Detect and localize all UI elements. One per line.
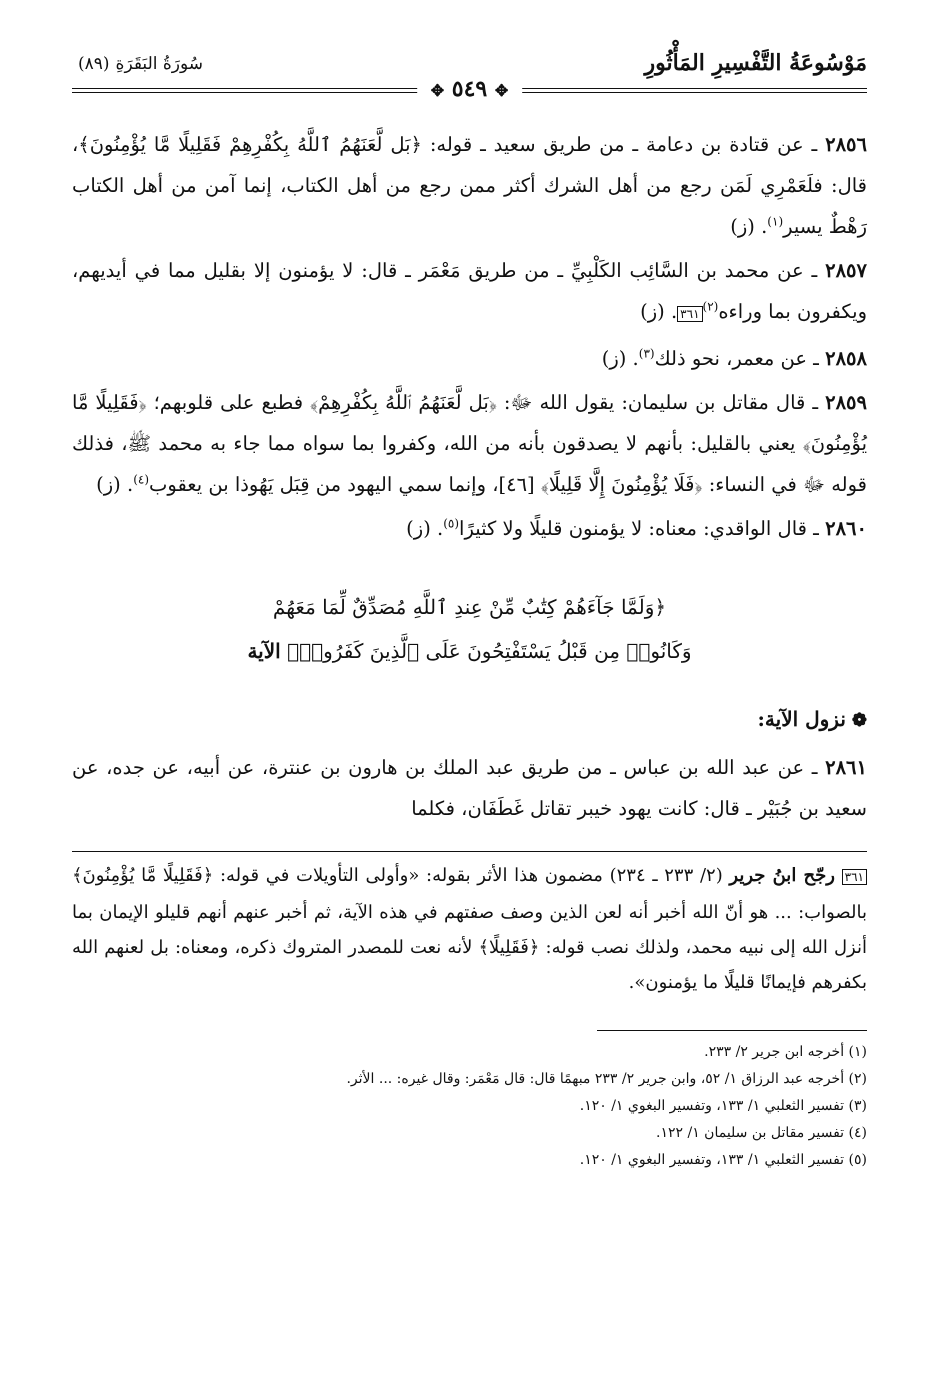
narration-number: ٢٨٥٨: [825, 347, 867, 370]
section-heading: [72, 699, 867, 741]
footnote: (٢) أخرجه عبد الرزاق ١/ ٥٢، وابن جرير ٢/ ٢٣٣ مبهمًا قال: قال مَعْمَر: وقال غيره: ... الأثر.: [346, 1071, 867, 1087]
narration-entry: [72, 382, 867, 505]
commentary-ref-box: ٣٦١: [677, 306, 702, 322]
narration-number: ٢٨٦٠: [825, 517, 867, 540]
narration-number: ٢٨٦١: [825, 756, 867, 779]
verse-reference: (٨٩): [78, 54, 110, 74]
footnote: (١) أخرجه ابن جرير ٢/ ٢٣٣.: [704, 1044, 867, 1060]
narration-entry: [72, 338, 867, 379]
narration-entry: [72, 124, 867, 247]
quran-verse: [72, 585, 867, 673]
surah-name: سُورَةُ البَقَرَةِ: [115, 54, 204, 74]
narration-entry: [72, 508, 867, 549]
footnote: (٥) تفسير الثعلبي ١/ ١٣٣، وتفسير البغوي ١/ ١٢٠.: [579, 1152, 867, 1168]
narration-number: ٢٨٥٦: [825, 133, 868, 156]
commentary-divider: [72, 851, 867, 852]
verse-line-1: ﴿وَلَمَّا جَآءَهُمْ كِتَٰبٌ مِّنْ عِندِ ٱللَّهِ مُصَدِّقٌ لِّمَا مَعَهُمْ: [272, 595, 667, 619]
footnote-separator: [597, 1030, 867, 1031]
footnote-marker: (٤): [133, 472, 150, 487]
verse-label: الآية: [247, 639, 281, 663]
commentary-text: (٢/ ٢٣٣ ـ ٢٣٤) مضمون هذا الأثر بقوله: «وأولى التأويلات في قوله: ﴿فَقَلِيلًا مَّا يُؤْمِنُونَ﴾ بالصواب: ... هو أنّ الله أخبر أنه لعن الذين وصف صفتهم في هذه الآية، ثم أخبر عنهم أنهم قليلو الإيمان بما أنزل الله إلى نبيه محمد، ولذلك نصب قوله: ﴿فَقَلِيلًا﴾ لأنه نعت للمصدر المتروك ذكره، ومعناه: بل لعنهم الله بكفرهم فإيمانًا قليلًا ما يؤمنون».: [72, 865, 867, 993]
narration-text: ـ عن عبد الله بن عباس ـ من طريق عبد الملك بن هارون بن عنترة، عن أبيه، عن جده، عن سعيد بن جُبَيْر ـ قال: كانت يهود خيبر تقاتل غَطَفَان، فكلما: [72, 756, 867, 820]
page-number: [417, 76, 523, 102]
book-title: مَوْسُوعَةُ التَّفْسِيرِ المَأْثُورِ: [644, 50, 867, 76]
narration-suffix: . (ز): [640, 300, 678, 323]
narration-suffix: . (ز): [96, 473, 134, 496]
footnote-marker: (١): [767, 214, 784, 229]
footnote: (٤) تفسير مقاتل بن سليمان ١/ ١٢٢.: [656, 1125, 867, 1141]
verse-line-2: وَكَانُوا۟ مِن قَبْلُ يَسْتَفْتِحُونَ عَلَى ٱلَّذِينَ كَفَرُوا۟﴾: [287, 639, 692, 663]
ornament-icon: ✥: [494, 81, 509, 100]
narration-entry: [72, 250, 867, 335]
narration-suffix: . (ز): [601, 347, 639, 370]
flower-ornament-icon: ❁: [851, 710, 867, 731]
narration-suffix: . (ز): [406, 517, 444, 540]
commentary-note: [72, 858, 867, 1000]
page: [72, 46, 867, 1359]
narration-suffix: . (ز): [730, 215, 768, 238]
section-title: نزول الآية:: [757, 707, 846, 731]
narration-number: ٢٨٥٧: [825, 259, 867, 282]
footnote-marker: (٥): [443, 516, 460, 531]
commentary-lead: رجّح ابنُ جرير: [729, 865, 835, 886]
footnote-marker: (٣): [638, 346, 655, 361]
narration-text: ـ عن محمد بن السَّائِب الكَلْبِيِّ ـ من طريق مَعْمَر ـ قال: لا يؤمنون إلا بقليل مما في أيديهم، ويكفرون بما وراءه: [72, 259, 867, 323]
narration-text: ـ عن قتادة بن دعامة ـ من طريق سعيد ـ قوله: ﴿بَل لَّعَنَهُمُ ٱللَّهُ بِكُفْرِهِمْ فَقَلِيلًا مَّا يُؤْمِنُونَ﴾، قال: فلَعَمْرِي لَمَن رجع من أهل الشرك أكثر ممن رجع من أهل الكتاب، إنما آمن من أهل الكتاب رَهْطٌ يسير: [72, 133, 867, 238]
narration-number: ٢٨٥٩: [825, 391, 868, 414]
narration-text: ـ قال الواقدي: معناه: لا يؤمنون قليلًا ولا كثيرًا: [459, 517, 819, 540]
page-header: [72, 46, 867, 102]
commentary-box-number: ٣٦١: [842, 869, 867, 885]
narration-text: ـ قال مقاتل بن سليمان: يقول الله ﷻ: ﴿بَل لَّعَنَهُمُ ٱللَّهُ بِكُفْرِهِمْ﴾ فطبع على قلوبهم؛ ﴿فَقَلِيلًا مَّا يُؤْمِنُونَ﴾ يعني بالقليل: بأنهم لا يصدقون بأنه من الله، وكفروا بما سواه مما جاء به محمد ﷺ، فذلك قوله ﷻ في النساء: ﴿فَلَا يُؤْمِنُونَ إِلَّا قَلِيلًا﴾ [٤٦]، وإنما سمي اليهود من قِبَل يَهُوذا بن يعقوب: [72, 391, 867, 496]
footnote: (٣) تفسير الثعلبي ١/ ١٣٣، وتفسير البغوي ١/ ١٢٠.: [579, 1098, 867, 1114]
ornament-icon: ✥: [430, 81, 445, 100]
footnote-marker: (٢): [702, 299, 719, 314]
verse-line-2-wrap: [72, 629, 867, 673]
main-text: [72, 124, 867, 829]
page-number-text: ٥٤٩: [451, 76, 488, 102]
surah-reference: [72, 54, 203, 74]
narration-entry: [72, 747, 867, 829]
narration-text: ـ عن معمر، نحو ذلك: [654, 347, 819, 370]
footnotes: [72, 1039, 867, 1174]
